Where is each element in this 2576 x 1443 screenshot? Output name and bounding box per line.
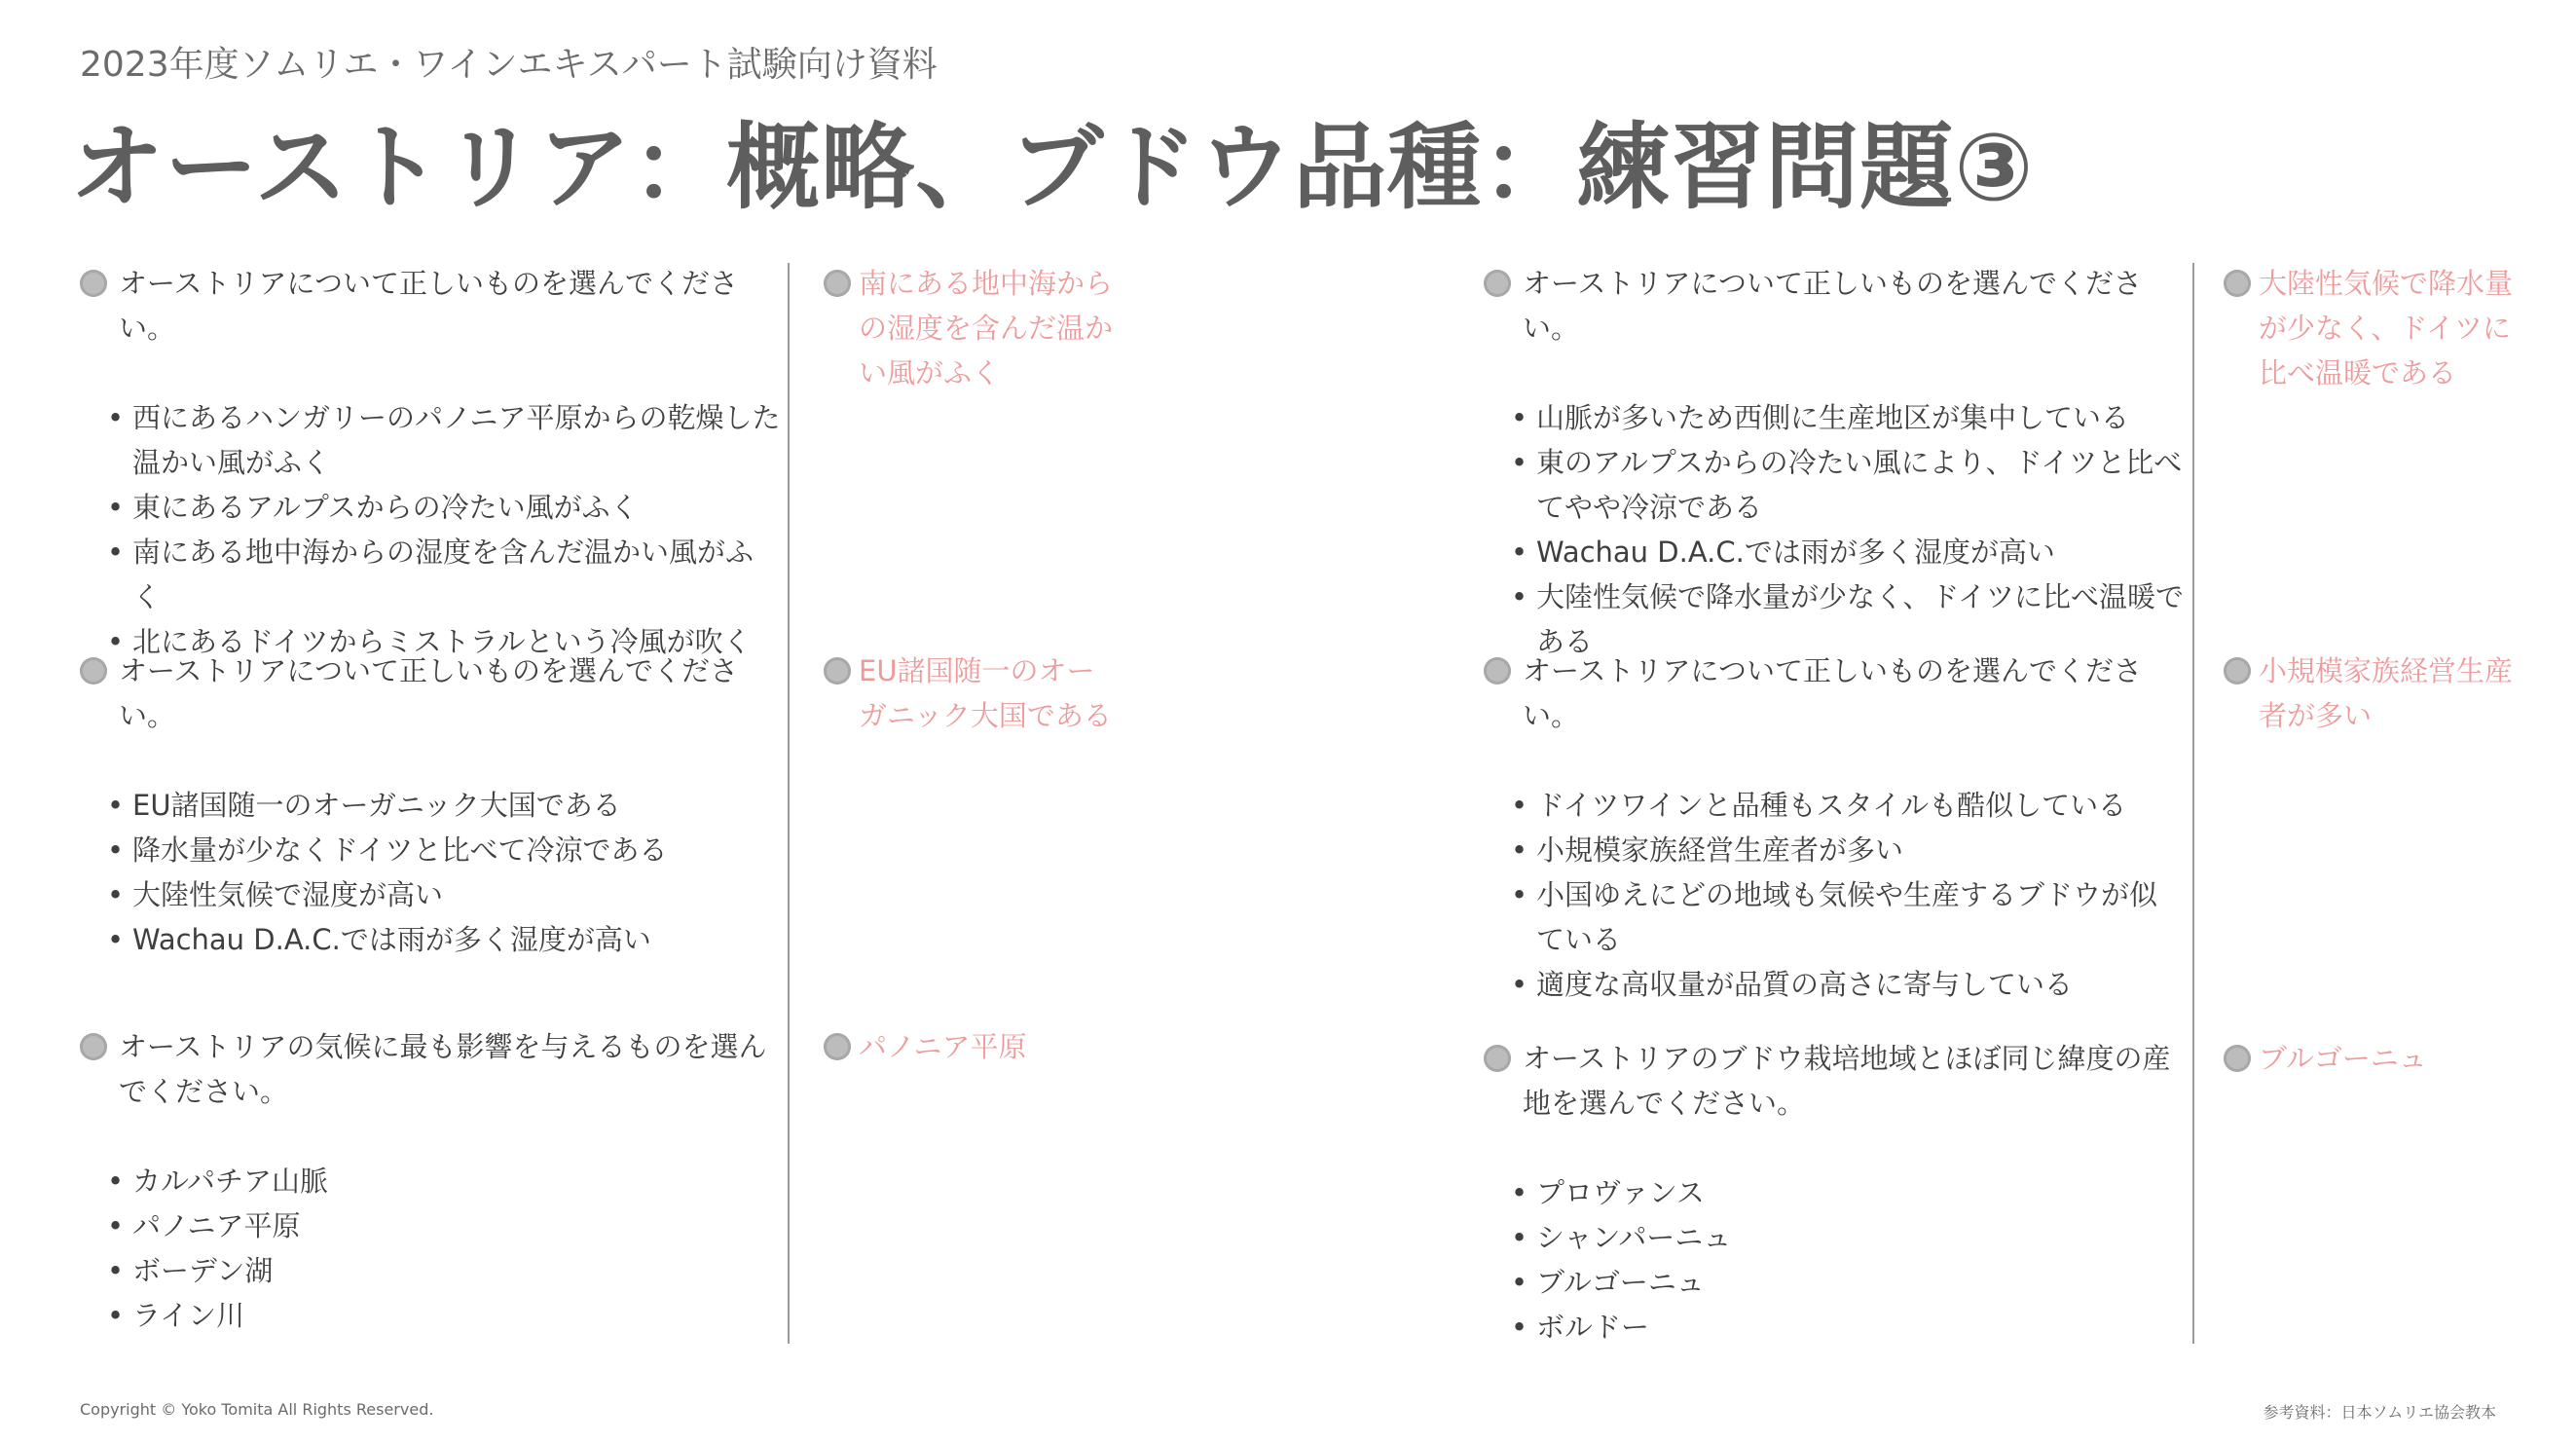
answer-label: 大陸性気候で降水量が少なく、ドイツに比べ温暖である bbox=[2259, 267, 2514, 389]
question-block-1 bbox=[80, 261, 781, 664]
answer-block-4 bbox=[2224, 261, 2516, 395]
copyright-text: Copyright © Yoko Tomita All Rights Reserved. bbox=[80, 1400, 434, 1419]
option-item: • 小規模家族経営生産者が多い bbox=[1484, 828, 2185, 872]
question-text bbox=[1484, 648, 2185, 738]
options-list bbox=[80, 1159, 781, 1338]
bullet-circle-icon bbox=[80, 270, 107, 297]
option-item: • 山脈が多いため西側に生産地区が集中している bbox=[1484, 395, 2185, 440]
option-item: • 西にあるハンガリーのパノニア平原からの乾燥した温かい風がふく bbox=[80, 395, 781, 485]
option-item: • 大陸性気候で湿度が高い bbox=[80, 872, 781, 917]
options-list bbox=[1484, 783, 2185, 1007]
option-item: • シャンパーニュ bbox=[1484, 1215, 2185, 1260]
question-label: オーストリアについて正しいものを選んでください。 bbox=[119, 267, 738, 345]
bullet-circle-icon bbox=[2224, 1045, 2251, 1072]
option-item: • カルパチア山脈 bbox=[80, 1159, 781, 1203]
bullet-circle-icon bbox=[824, 657, 851, 684]
option-item: • 南にある地中海からの湿度を含んだ温かい風がふく bbox=[80, 530, 781, 619]
question-text bbox=[80, 1024, 781, 1114]
option-item: • Wachau D.A.C.では雨が多く湿度が高い bbox=[1484, 530, 2185, 574]
answer-label: 小規模家族経営生産者が多い bbox=[2259, 654, 2514, 732]
column-divider-right bbox=[2192, 263, 2194, 1344]
page-title: オーストリア：概略、ブドウ品種：練習問題③ bbox=[70, 113, 2035, 222]
options-list bbox=[80, 395, 781, 664]
question-block-2 bbox=[80, 648, 781, 962]
option-item: • 降水量が少なくドイツと比べて冷涼である bbox=[80, 828, 781, 872]
option-item: • 適度な高収量が品質の高さに寄与している bbox=[1484, 962, 2185, 1007]
question-text bbox=[80, 648, 781, 738]
question-label: オーストリアについて正しいものを選んでください。 bbox=[1523, 654, 2142, 732]
bullet-circle-icon bbox=[1484, 270, 1511, 297]
answer-block-2 bbox=[824, 648, 1116, 738]
option-item: • 東にあるアルプスからの冷たい風がふく bbox=[80, 485, 781, 530]
question-text bbox=[1484, 1036, 2185, 1126]
bullet-circle-icon bbox=[2224, 270, 2251, 297]
bullet-circle-icon bbox=[824, 1033, 851, 1060]
option-item: • Wachau D.A.C.では雨が多く湿度が高い bbox=[80, 917, 781, 962]
option-item: • ブルゴーニュ bbox=[1484, 1260, 2185, 1305]
option-item: • EU諸国随一のオーガニック大国である bbox=[80, 783, 781, 828]
question-text bbox=[80, 261, 781, 351]
option-item: • 北にあるドイツからミストラルという冷風が吹く bbox=[80, 619, 781, 664]
question-label: オーストリアについて正しいものを選んでください。 bbox=[119, 654, 738, 732]
option-item: • 大陸性気候で降水量が少なく、ドイツに比べ温暖である bbox=[1484, 574, 2185, 664]
bullet-circle-icon bbox=[1484, 657, 1511, 684]
question-text bbox=[1484, 261, 2185, 351]
option-item: • パノニア平原 bbox=[80, 1203, 781, 1248]
bullet-circle-icon bbox=[824, 270, 851, 297]
question-label: オーストリアの気候に最も影響を与えるものを選んでください。 bbox=[119, 1030, 767, 1108]
options-list bbox=[80, 783, 781, 962]
option-item: • ボーデン湖 bbox=[80, 1248, 781, 1293]
option-item: • ドイツワインと品種もスタイルも酷似している bbox=[1484, 783, 2185, 828]
question-label: オーストリアについて正しいものを選んでください。 bbox=[1523, 267, 2142, 345]
answer-label: 南にある地中海からの湿度を含んだ温かい風がふく bbox=[859, 267, 1114, 389]
bullet-circle-icon bbox=[80, 1033, 107, 1060]
answer-label: EU諸国随一のオーガニック大国である bbox=[859, 654, 1112, 732]
answer-label: パノニア平原 bbox=[859, 1030, 1027, 1063]
bullet-circle-icon bbox=[80, 657, 107, 684]
question-block-3 bbox=[80, 1024, 781, 1338]
answer-block-1 bbox=[824, 261, 1116, 395]
column-divider-left bbox=[788, 263, 790, 1344]
option-item: • 東のアルプスからの冷たい風により、ドイツと比べてやや冷涼である bbox=[1484, 440, 2185, 530]
question-block-4 bbox=[1484, 261, 2185, 664]
answer-block-5 bbox=[2224, 648, 2516, 738]
option-item: • プロヴァンス bbox=[1484, 1170, 2185, 1215]
question-block-6 bbox=[1484, 1036, 2185, 1350]
options-list bbox=[1484, 395, 2185, 664]
question-label: オーストリアのブドウ栽培地域とほぼ同じ緯度の産地を選んでください。 bbox=[1523, 1042, 2171, 1120]
bullet-circle-icon bbox=[2224, 657, 2251, 684]
option-item: • ボルドー bbox=[1484, 1305, 2185, 1350]
option-item: • ライン川 bbox=[80, 1293, 781, 1338]
question-block-5 bbox=[1484, 648, 2185, 1007]
answer-block-3 bbox=[824, 1024, 1116, 1069]
options-list bbox=[1484, 1170, 2185, 1350]
page-subtitle: 2023年度ソムリエ・ワインエキスパート試験向け資料 bbox=[80, 45, 938, 85]
answer-block-6 bbox=[2224, 1036, 2516, 1081]
bullet-circle-icon bbox=[1484, 1045, 1511, 1072]
option-item: • 小国ゆえにどの地域も気候や生産するブドウが似ている bbox=[1484, 872, 2185, 962]
reference-text: 参考資料：日本ソムリエ協会教本 bbox=[2263, 1403, 2496, 1422]
answer-label: ブルゴーニュ bbox=[2259, 1042, 2427, 1075]
